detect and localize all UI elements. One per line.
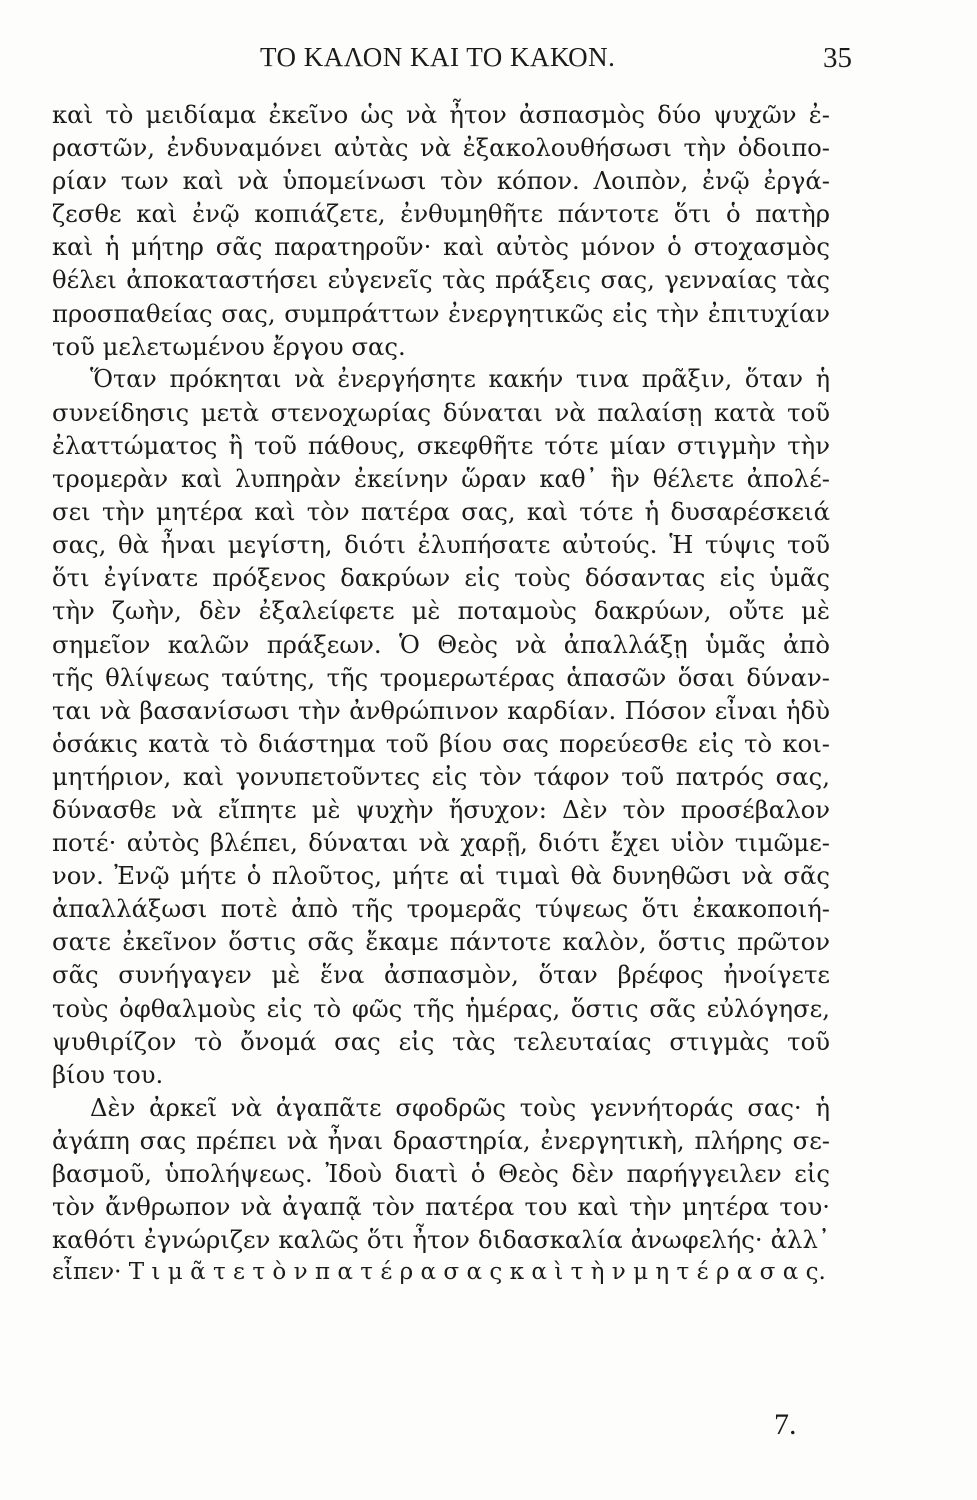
- text-line: σᾶς συνήγαγεν μὲ ἕνα ἀσπασμὸν, ὅταν βρέφος ἠνοίγετε: [52, 960, 830, 990]
- text-line: ται νὰ βασανίσωσι τὴν ἀνθρώπινον καρδίαν. Πόσον εἶναι ἡδὺ: [52, 695, 830, 725]
- text-line: καθότι ἐγνώριζεν καλῶς ὅτι ἦτον διδασκαλία ἀνωφελής· ἀλλ᾽: [52, 1225, 830, 1255]
- running-title: ΤΟ ΚΑΛΟΝ ΚΑΙ ΤΟ ΚΑΚΟΝ.: [260, 42, 616, 72]
- text-line: καὶ τὸ μειδίαμα ἐκεῖνο ὡς νὰ ἦτον ἀσπασμὸς δύο ψυχῶν ἐ-: [52, 100, 830, 129]
- text-line: ζεσθε καὶ ἐνῷ κοπιάζετε, ἐνθυμηθῆτε πάντοτε ὅτι ὁ πατὴρ: [52, 199, 830, 229]
- text-line: δύνασθε νὰ εἴπητε μὲ ψυχὴν ἥσυχον: Δὲν τὸν προσέβαλον: [52, 794, 830, 824]
- text-line: ποτέ· αὐτὸς βλέπει, δύναται νὰ χαρῇ, διότι ἔχει υἱὸν τιμῶμε-: [52, 828, 830, 858]
- text-line: σατε ἐκεῖνον ὅστις σᾶς ἔκαμε πάντοτε καλὸν, ὅστις πρῶτον: [52, 927, 830, 957]
- text-line: συνείδησις μετὰ στενοχωρίας δύναται νὰ παλαίσῃ κατὰ τοῦ: [52, 397, 830, 427]
- paragraph-first-line: Δὲν ἀρκεῖ νὰ ἀγαπᾶτε σφοδρῶς τοὺς γεννήτοράς σας· ἡ: [90, 1092, 830, 1122]
- text-line: ἀγάπη σας πρέπει νὰ ἦναι δραστηρία, ἐνεργητικὴ, πλήρης σε-: [52, 1125, 830, 1155]
- text-line: σει τὴν μητέρα καὶ τὸν πατέρα σας, καὶ τότε ἡ δυσαρέσκειά: [52, 497, 830, 527]
- text-line: ψυθιρίζον τὸ ὄνομά σας εἰς τὰς τελευταίας στιγμὰς τοῦ: [52, 1026, 830, 1056]
- text-line: εἶπεν· Τ ι μ ᾶ τ ε τ ὸ ν π α τ έ ρ α σ α ς κ α ὶ τ ὴ ν μ η τ έ ρ α σ α ς.: [52, 1259, 826, 1286]
- text-line: σας, θὰ ἦναι μεγίστη, διότι ἐλυπήσατε αὐτούς. Ἡ τύψις τοῦ: [52, 530, 830, 560]
- text-line: ρίαν των καὶ νὰ ὑπομείνωσι τὸν κόπον. Λοιπὸν, ἐνῷ ἐργά-: [52, 166, 830, 196]
- text-line: τρομερὰν καὶ λυπηρὰν ἐκείνην ὥραν καθ᾽ ἣν θέλετε ἀπολέ-: [52, 464, 830, 494]
- text-line: τὴν ζωὴν, δὲν ἐξαλείφετε μὲ ποταμοὺς δακρύων, οὔτε μὲ: [52, 596, 830, 626]
- text-line: ἀπαλλάξωσι ποτὲ ἀπὸ τῆς τρομερᾶς τύψεως ὅτι ἐκακοποιή-: [52, 894, 830, 924]
- text-line: θέλει ἀποκαταστήσει εὐγενεῖς τὰς πράξεις σας, γενναίας τὰς: [52, 265, 830, 295]
- text-line: προσπαθείας σας, συμπράττων ἐνεργητικῶς εἰς τὴν ἐπιτυχίαν: [52, 298, 830, 328]
- text-line: ραστῶν, ἐνδυναμόνει αὐτὰς νὰ ἐξακολουθήσωσι τὴν ὁδοιπο-: [52, 133, 830, 163]
- page-number: 35: [823, 42, 852, 74]
- paragraph-first-line: Ὅταν πρόκηται νὰ ἐνεργήσητε κακήν τινα πρᾶξιν, ὅταν ἡ: [90, 364, 830, 393]
- text-line: τὸν ἄνθρωπον νὰ ἀγαπᾷ τὸν πατέρα του καὶ τὴν μητέρα του·: [52, 1192, 830, 1222]
- signature-mark: 7.: [774, 1408, 797, 1441]
- text-line: βίου του.: [52, 1059, 164, 1089]
- text-line: ὅτι ἐγίνατε πρόξενος δακρύων εἰς τοὺς δόσαντας εἰς ὑμᾶς: [52, 563, 830, 593]
- text-line: τῆς θλίψεως ταύτης, τῆς τρομερωτέρας ἁπασῶν ὅσαι δύναν-: [52, 662, 830, 692]
- text-line: τοὺς ὀφθαλμοὺς εἰς τὸ φῶς τῆς ἡμέρας, ὅστις σᾶς εὐλόγησε,: [52, 993, 830, 1023]
- text-line: μητήριον, καὶ γονυπετοῦντες εἰς τὸν τάφον τοῦ πατρός σας,: [52, 761, 830, 791]
- text-line: βασμοῦ, ὑπολήψεως. Ἰδοὺ διατὶ ὁ Θεὸς δὲν παρήγγειλεν εἰς: [52, 1159, 830, 1188]
- text-line: ἐλαττώματος ἢ τοῦ πάθους, σκεφθῆτε τότε μίαν στιγμὴν τὴν: [52, 430, 830, 460]
- text-line: τοῦ μελετωμένου ἔργου σας.: [52, 331, 406, 361]
- text-line: καὶ ἡ μήτηρ σᾶς παρατηροῦν· καὶ αὐτὸς μόνον ὁ στοχασμὸς: [52, 232, 830, 262]
- text-line: σημεῖον καλῶν πράξεων. Ὁ Θεὸς νὰ ἀπαλλάξῃ ὑμᾶς ἀπὸ: [52, 629, 830, 659]
- running-header: [62, 38, 852, 84]
- body-text: [52, 98, 830, 1289]
- text-line: ὁσάκις κατὰ τὸ διάστημα τοῦ βίου σας πορεύεσθε εἰς τὸ κοι-: [52, 728, 830, 758]
- text-line: νον. Ἐνῷ μήτε ὁ πλοῦτος, μήτε αἱ τιμαὶ θὰ δυνηθῶσι νὰ σᾶς: [52, 861, 830, 891]
